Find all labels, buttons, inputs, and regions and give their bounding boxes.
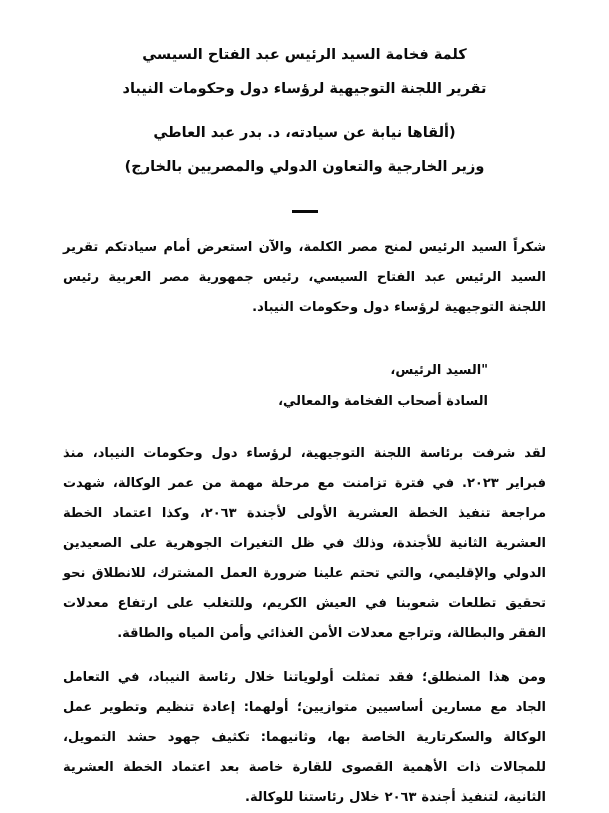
salutation-line-excellencies: السادة أصحاب الفخامة والمعالي، <box>278 394 488 409</box>
title-line-2: تقرير اللجنة التوجيهية لرؤساء دول وحكومات النيباد <box>122 81 487 97</box>
salutation-line-president: "السيد الرئيس، <box>390 363 488 378</box>
title-line-4: وزير الخارجية والتعاون الدولي والمصريين بالخارج) <box>124 159 485 175</box>
spacer-after-salutation <box>63 421 546 439</box>
separator-container <box>63 198 546 217</box>
body-paragraph-1: لقد شرفت برئاسة اللجنة التوجيهية، لرؤساء دول وحكومات النيباد، منذ فبراير ٢٠٢٣. في فترة تزامنت مع مرحلة مهمة من عمر الوكالة، شهدت مراجعة تنفيذ الخطة العشرية الأولى لأجندة ٢٠٦٣، وكذا اعتماد الخطة العشرية الثانية للأجندة، وذلك في ظل التغيرات الجوهرية على الصعيدين الدولي والإقليمي، والتي تحتم علينا ضرورة العمل المشترك، للانطلاق نحو تحقيق تطلعات شعوبنا في العيش الكريم، وللتغلب على ارتفاع معدلات الفقر والبطالة، وتراجع معدلات الأمن الغذائي وأمن المياه والطاقة. <box>63 446 547 641</box>
title-line-3: (ألقاها نيابة عن سيادته، د. بدر عبد العاطي <box>153 125 456 141</box>
title-line-1: كلمة فخامة السيد الرئيس عبد الفتاح السيسي <box>142 47 467 63</box>
horizontal-rule-dash <box>292 210 318 213</box>
body-paragraph-2: ومن هذا المنطلق؛ فقد تمثلت أولوياتنا خلال رئاسة النيباد، في التعامل الجاد مع مسارين أساسيين متوازيين؛ أولهما: إعادة تنظيم وتطوير عمل الوكالة والسكرتارية الخاصة بها، وثانيهما: تكثيف جهود حشد التمويل، للمجالات ذات الأهمية القصوى للقارة خاصة بعد اعتماد الخطة العشرية الثانية، لتنفيذ أجندة ٢٠٦٣ خلال رئاستنا للوكالة. <box>63 670 546 805</box>
salutation-block <box>63 355 546 417</box>
spacer-after-intro <box>63 337 546 347</box>
intro-paragraph: شكراً السيد الرئيس لمنح مصر الكلمة، والآن استعرض أمام سيادتكم تقرير السيد الرئيس عبد الفتاح السيسي، رئيس جمهورية مصر العربية رئيس اللجنة التوجيهية لرؤساء دول وحكومات النيباد. <box>63 240 546 315</box>
document-title-block <box>63 38 546 184</box>
